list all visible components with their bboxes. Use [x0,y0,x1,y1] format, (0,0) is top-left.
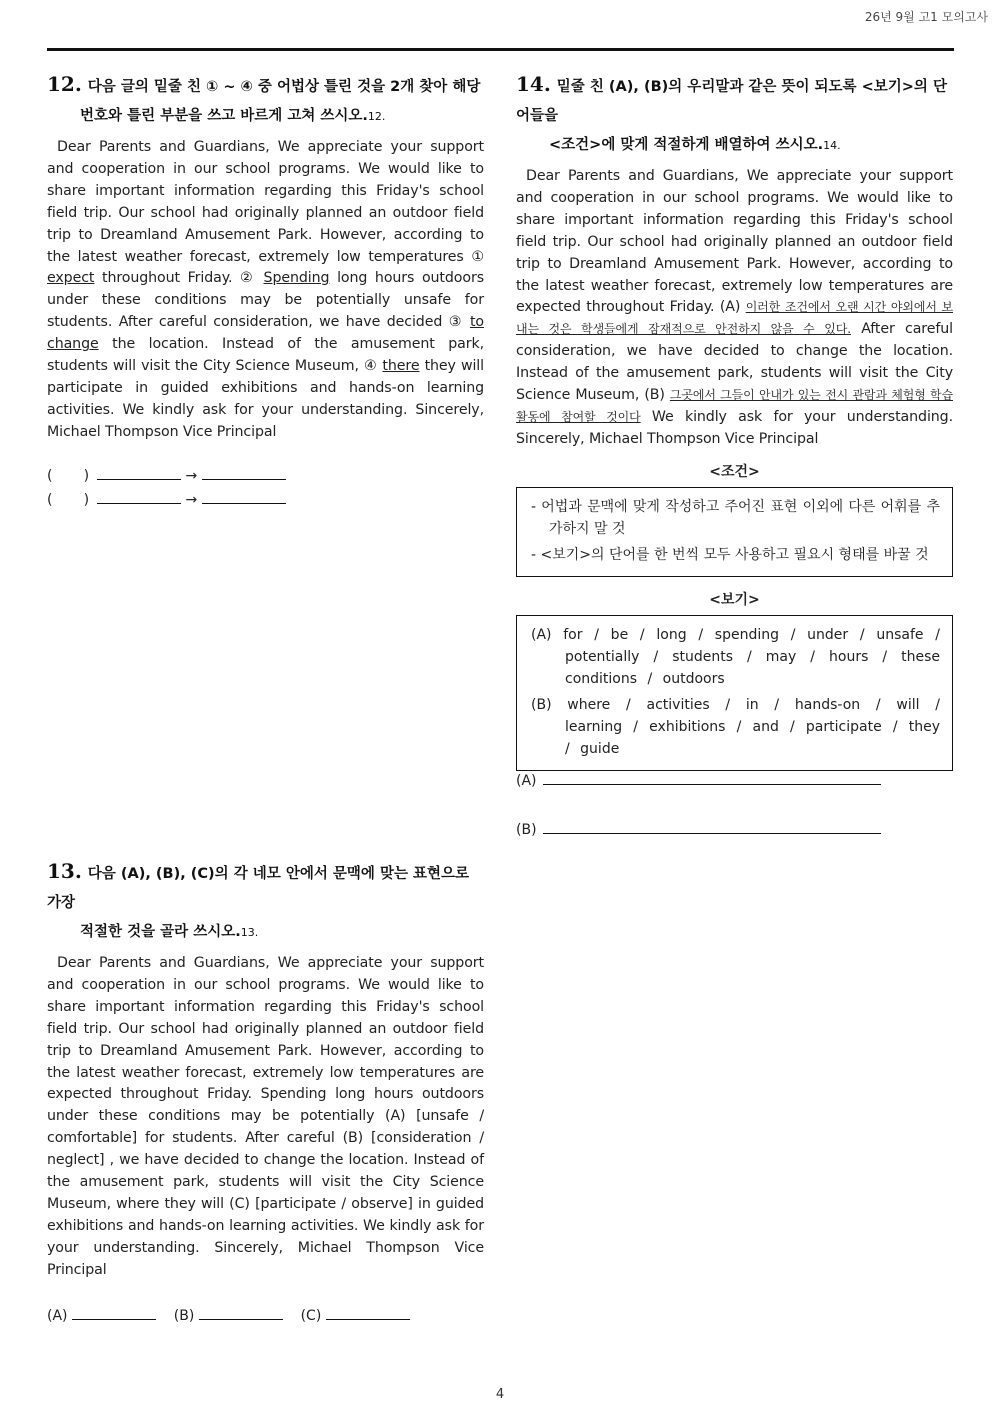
passage-text: the location. Instead of the amusement park, students will visit the City Science Museum, ④ [47,336,484,375]
question-14-title [516,70,953,160]
word-bank-a: (A) for / be / long / spending / under / unsafe / potentially / students / may / hours / these conditions / outdoors [531,626,940,687]
answer-blank[interactable] [97,465,181,480]
korean-underline-b: 그곳에서 그들이 안내가 있는 전시 관람과 체험형 학습 활동에 참여할 것이다 [516,388,953,424]
question-14-answer-b [516,819,881,838]
question-13 [47,857,484,1328]
question-13-answer-area [47,1304,484,1328]
answer-label-a: (A) [47,1307,68,1324]
question-13-title [47,857,484,947]
question-13-ref: 13. [240,926,259,939]
question-12-title [47,70,484,131]
question-12 [47,70,484,512]
passage-text: they will participate in guided exhibitions and hands-on learning activities. We kindly ask for your understanding. Sincerely, Michael Thompson Vice Principal [47,358,484,440]
question-14-number: 14. [516,72,551,96]
question-12-answer-area [47,464,484,512]
question-14-title-line1: 밑줄 친 (A), (B)의 우리말과 같은 뜻이 되도록 <보기>의 단어들을 [516,79,947,124]
passage-text: We kindly ask for your understanding. Sincerely, Michael Thompson Vice Principal [516,408,953,447]
passage-text: Dear Parents and Guardians, We appreciate your support and cooperation in our school programs. We would like to share important information regarding this Friday's school field trip. Our school had originally planned an outdoor field trip to Dreamland Amusement Park. However, according to the latest weather forecast, extremely low temperatures ① [47,139,484,265]
question-12-title-line2: 번호와 틀린 부분을 쓰고 바르게 고쳐 쓰시오. [80,108,368,124]
answer-row-2 [47,488,484,512]
paren-open: ( [47,491,53,508]
korean-underline-a: 이러한 조건에서 오랜 시간 야외에서 보내는 것은 학생들에게 잠재적으로 안전하지 않을 수 있다. [516,300,953,337]
answer-blank[interactable] [202,489,286,504]
conditions-title: <조건> [709,463,760,480]
passage-text: Dear Parents and Guardians, We appreciate your support and cooperation in our school programs. We would like to share important information regarding this Friday's school field trip. Our school had originally planned an outdoor field trip to Dreamland Amusement Park. However, according to the latest weather forecast, extremely low temperatures are expected throughout Friday. (A) [516,168,953,316]
question-13-title-line1: 다음 (A), (B), (C)의 각 네모 안에서 문맥에 맞는 표현으로 가장 [47,866,470,911]
question-12-number: 12. [47,72,82,96]
paren-close: ) [83,467,90,484]
paren-close: ) [83,491,90,508]
condition-item: - 어법과 문맥에 맞게 작성하고 주어진 표현 이외에 다른 어휘를 추가하지 말 것 [531,498,940,537]
page-number: 4 [495,1387,505,1402]
answer-label-b: (B) [173,1307,195,1324]
underlined-4: there [382,358,420,375]
passage-text: throughout Friday. ② [94,270,264,287]
word-bank-b: (B) where / activities / in / hands-on / will / learning / exhibitions / and / participate / they / guide [531,696,940,757]
word-bank-box [516,615,953,771]
answer-label-a: (A) [516,773,537,789]
passage-text: After careful consideration, we have decided to change the location. Instead of the amusement park, students will visit the City Science Museum, (B) [516,321,953,404]
question-14-ref: 14. [823,139,841,152]
condition-item: - <보기>의 단어를 한 번씩 모두 사용하고 필요시 형태를 바꿀 것 [531,546,929,563]
question-13-passage: Dear Parents and Guardians, We appreciate your support and cooperation in our school programs. We would like to share important information regarding this Friday's school field trip. Our school had originally planned an outdoor field trip to Dreamland Amusement Park. However, according to the latest weather forecast, extremely low temperatures are expected throughout Friday. Spending long hours outdoors under these conditions may be potentially (A) [unsafe / comfortable] for students. After careful (B) [consideration / neglect] , we have decided to change the location. Instead of the amusement park, students will visit the City Science Museum, where they will (C) [participate / observe] in guided exhibitions and hands-on learning activities. We kindly ask for your understanding. Sincerely, Michael Thompson Vice Principal [47,955,484,1278]
answer-blank-c[interactable] [326,1305,410,1320]
answer-blank[interactable] [97,489,181,504]
answer-blank-b[interactable] [199,1305,283,1320]
word-bank-title: <보기> [709,591,760,608]
answer-blank[interactable] [202,465,286,480]
header-divider [47,48,954,51]
conditions-box [516,487,953,577]
underlined-3: to change [47,314,484,353]
arrow-icon: → [185,467,198,484]
question-14-passage [516,166,953,451]
question-14-title-line2: <조건>에 맞게 적절하게 배열하여 쓰시오. [549,137,824,153]
question-12-passage [47,137,484,444]
arrow-icon: → [185,491,198,508]
answer-blank-a[interactable] [72,1305,156,1320]
answer-label-b: (B) [516,822,537,838]
question-12-ref: 12. [367,110,386,123]
answer-line-b[interactable] [543,819,881,834]
question-14-answer-a [516,770,881,789]
underlined-2: Spending [263,270,330,287]
answer-row-1 [47,464,484,488]
question-12-title-line1: 다음 글의 밑줄 친 ① ~ ④ 중 어법상 틀린 것을 2개 찾아 해당 [87,79,481,95]
question-14 [516,70,953,771]
exam-header-label: 26년 9월 고1 모의고사 [864,10,988,24]
passage-text: long hours outdoors under these conditions may be potentially unsafe for students. After careful consideration, we have decided ③ [47,270,484,331]
answer-line-a[interactable] [543,770,881,785]
underlined-1: expect [47,270,95,287]
answer-label-c: (C) [300,1307,322,1324]
question-13-number: 13. [47,859,82,883]
question-13-title-line2: 적절한 것을 골라 쓰시오. [80,924,241,940]
paren-open: ( [47,467,53,484]
